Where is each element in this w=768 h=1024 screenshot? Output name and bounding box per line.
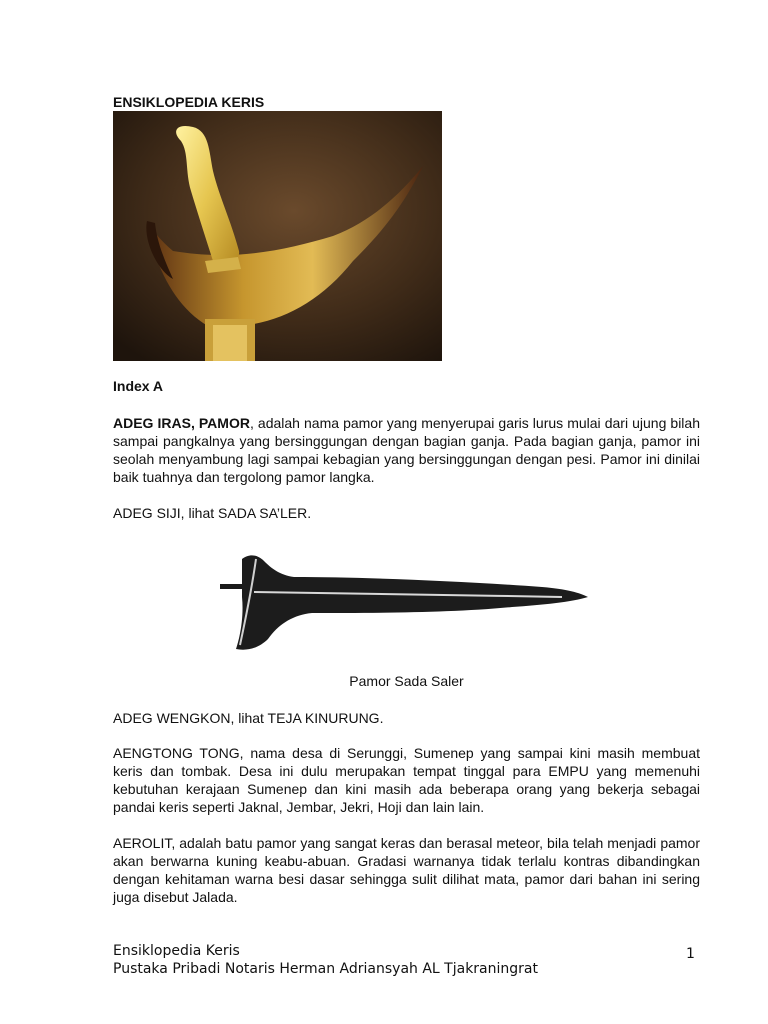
- entry-aengtong-tong: AENGTONG TONG, nama desa di Serunggi, Sumenep yang sampai kini masih membuat keris dan tombak. Desa ini dulu merupakan tempat tinggal para EMPU yang memenuhi kebutuhan kerajaan Sumenep dan kini masih ada beberapa orang yang bekerja sebagai pandai keris seperti Jaknal, Jembar, Jekri, Hoji dan lain lain.: [113, 745, 700, 815]
- page-number: 1: [686, 946, 695, 962]
- document-title: ENSIKLOPEDIA KERIS: [113, 94, 265, 110]
- entry-adeg-siji: ADEG SIJI, lihat SADA SA’LER.: [113, 505, 312, 521]
- entry-adeg-wengkon: ADEG WENGKON, lihat TEJA KINURUNG.: [113, 710, 384, 726]
- figure-caption: Pamor Sada Saler: [349, 673, 464, 689]
- entry-adeg-iras: [113, 414, 700, 486]
- entry-aerolit: AEROLIT, adalah batu pamor yang sangat keras dan berasal meteor, bila telah menjadi pamor akan berwarna kuning keabu-abuan. Gradasi warnanya tidak terlalu kontras dibandingkan dengan kehitaman warna besi dasar sehingga sulit dilihat mata, pamor dari bahan ini sering juga disebut Jalada.: [113, 835, 700, 905]
- pamor-sada-saler-drawing: [212, 547, 598, 655]
- footer-line-1: Ensiklopedia Keris: [113, 943, 240, 959]
- footer-line-2: Pustaka Pribadi Notaris Herman Adriansyah AL Tjakraningrat: [113, 961, 538, 977]
- entry-text: , adalah nama pamor yang menyerupai garis lurus mulai dari ujung bilah sampai pangkalnya yang bersinggungan dengan bagian ganja. Pada bagian ganja, pamor ini seolah menyambung lagi sampai kebagian yang bersinggungan dengan pesi. Pamor ini dinilai baik tuahnya dan tergolong pamor langka.: [113, 415, 700, 485]
- index-heading: Index A: [113, 378, 164, 394]
- entry-term: ADEG IRAS, PAMOR: [113, 415, 250, 431]
- keris-hilt-photo: [113, 111, 442, 361]
